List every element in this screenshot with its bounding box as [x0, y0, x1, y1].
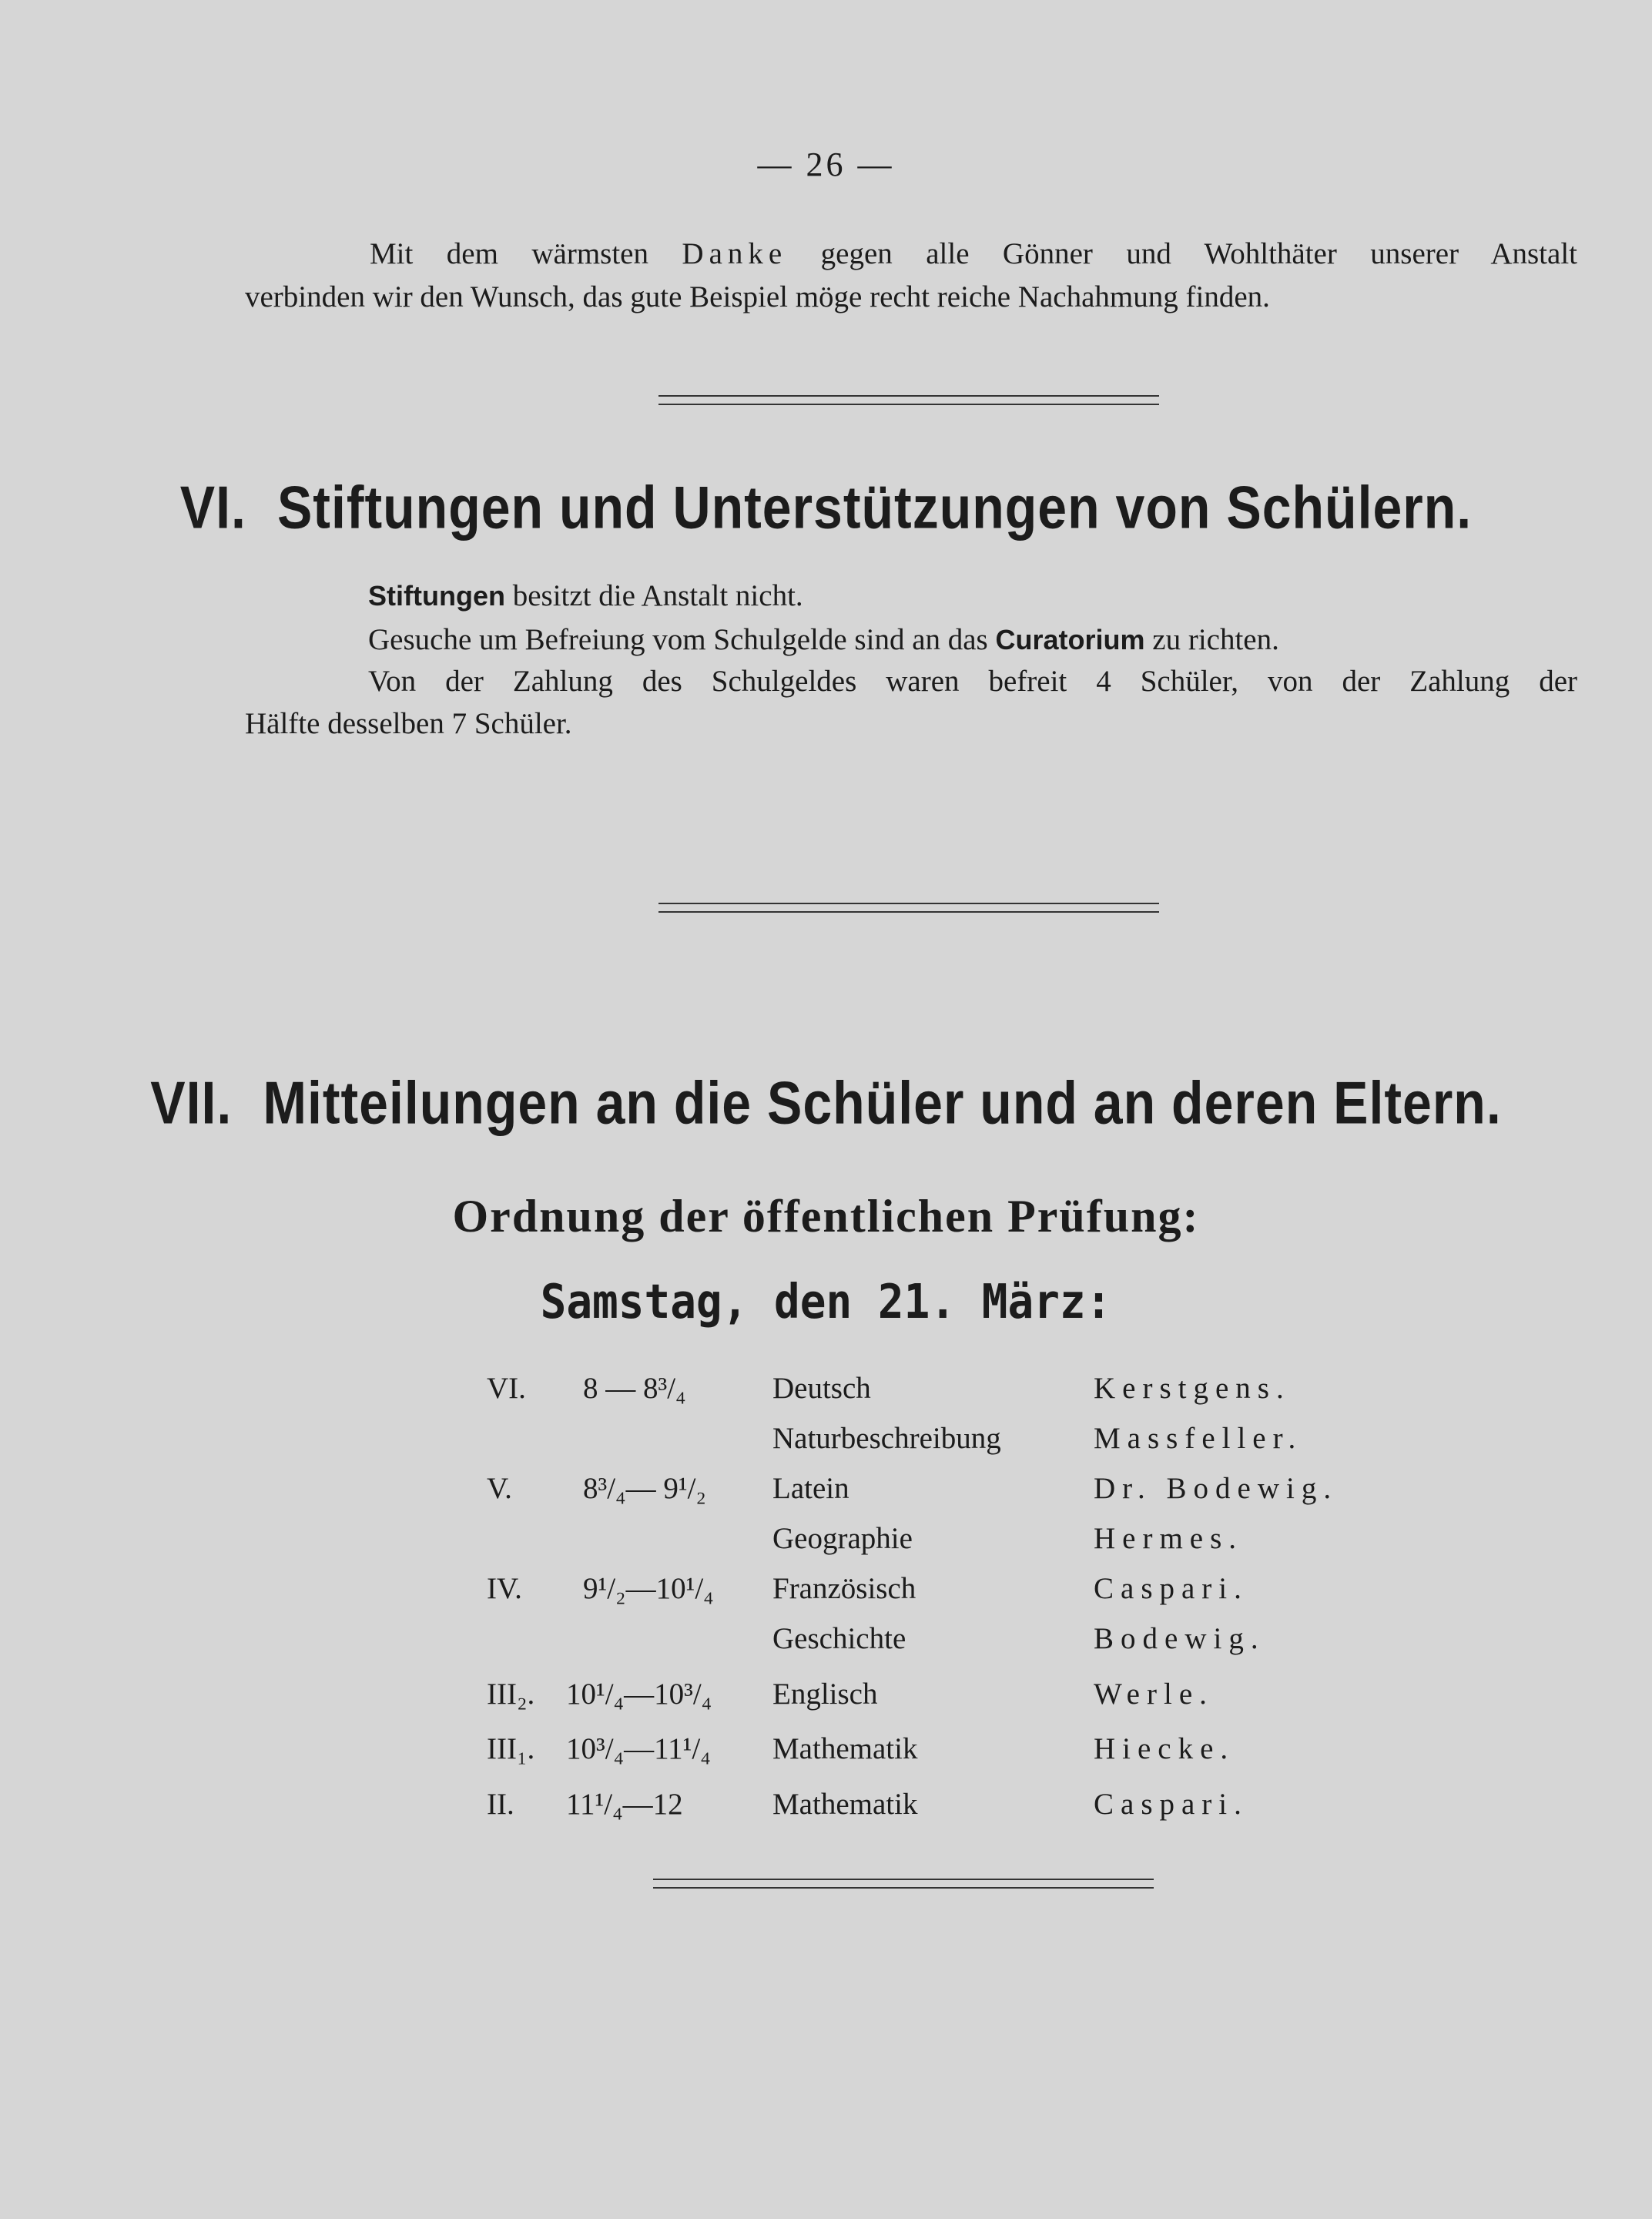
intro-line-2: verbinden wir den Wunsch, das gute Beispiel möge recht reiche Nachahmung finden.	[245, 280, 1270, 313]
curatorium-bold: Curatorium	[995, 624, 1145, 655]
section-7-title: Mitteilungen an die Schüler und an deren Eltern.	[263, 1069, 1502, 1137]
divider-rule-1	[658, 395, 1159, 405]
section-6-p2-pre: Gesuche um Befreiung vom Schulgelde sind an das	[368, 623, 988, 656]
schedule-teacher: Kerstgens.	[1094, 1372, 1291, 1405]
schedule-time: 10³/₄—11¹/₄	[566, 1732, 711, 1765]
schedule-teacher: Bodewig.	[1094, 1622, 1265, 1655]
section-6-p3-line1: Von der Zahlung des Schulgeldes waren befreit 4 Schüler, von der Zahlung der	[368, 665, 1577, 698]
intro-line-1	[370, 233, 1577, 276]
section-6-p1-rest: besitzt die Anstalt nicht.	[512, 579, 803, 612]
intro-line1-post: gegen alle Gönner und Wohlthäter unserer Anstalt	[820, 237, 1578, 270]
schedule-teacher: Hiecke.	[1094, 1732, 1235, 1765]
schedule-subject: Mathematik	[772, 1788, 918, 1821]
section-6-paragraph-2	[368, 618, 1577, 662]
schedule-subject: Naturbeschreibung	[772, 1422, 1001, 1455]
exam-schedule-table	[0, 1371, 1652, 1833]
intro-line1-spaced: Danke	[682, 237, 788, 270]
schedule-teacher: Dr. Bodewig.	[1094, 1472, 1339, 1505]
schedule-time: 8 — 8³/₄	[583, 1372, 686, 1405]
schedule-subject: Deutsch	[772, 1372, 871, 1405]
schedule-time: 10¹/₄—10³/₄	[566, 1678, 712, 1711]
section-6-paragraph-3	[368, 660, 1577, 703]
schedule-subject: Geschichte	[772, 1622, 906, 1655]
schedule-class: III₁.	[487, 1732, 535, 1765]
schedule-class: III₂.	[487, 1678, 535, 1711]
schedule-class: V.	[487, 1472, 512, 1505]
divider-rule-2	[658, 903, 1159, 913]
section-7-number: VII.	[150, 1069, 233, 1137]
section-6-title: Stiftungen und Unterstützungen von Schülern.	[276, 474, 1473, 541]
schedule-time: 8³/₄— 9¹/₂	[583, 1472, 706, 1505]
schedule-class: IV.	[487, 1572, 522, 1605]
section-6-heading	[0, 473, 1652, 542]
schedule-class: II.	[487, 1788, 514, 1821]
intro-paragraph	[370, 233, 1577, 276]
section-6-p3-line2: Hälfte desselben 7 Schüler.	[245, 707, 572, 740]
schedule-teacher: Werle.	[1094, 1678, 1214, 1711]
schedule-time: 11¹/₄—12	[566, 1788, 683, 1821]
section-7-heading	[0, 1068, 1652, 1138]
schedule-class: VI.	[487, 1372, 526, 1405]
exam-date: Samstag, den 21. März:	[540, 1274, 1112, 1330]
intro-line1-pre: Mit dem wärmsten	[370, 237, 648, 270]
schedule-subject: Latein	[772, 1472, 849, 1505]
divider-rule-3	[653, 1879, 1154, 1889]
exam-order-title: Ordnung der öffentlichen Prüfung:	[452, 1191, 1200, 1242]
schedule-teacher: Caspari.	[1094, 1788, 1248, 1821]
section-6-paragraph-1	[368, 575, 1577, 618]
schedule-teacher: Massfeller.	[1094, 1422, 1303, 1455]
schedule-teacher: Caspari.	[1094, 1572, 1248, 1605]
section-6-number: VI.	[179, 474, 246, 541]
schedule-teacher: Hermes.	[1094, 1522, 1244, 1555]
schedule-subject: Geographie	[772, 1522, 913, 1555]
schedule-time: 9¹/₂—10¹/₄	[583, 1572, 714, 1605]
stiftungen-bold: Stiftungen	[368, 580, 505, 612]
schedule-subject: Mathematik	[772, 1732, 918, 1765]
page-number: — 26 —	[757, 146, 895, 183]
schedule-subject: Französisch	[772, 1572, 916, 1605]
section-6-p2-post: zu richten.	[1152, 623, 1279, 656]
schedule-subject: Englisch	[772, 1678, 878, 1711]
